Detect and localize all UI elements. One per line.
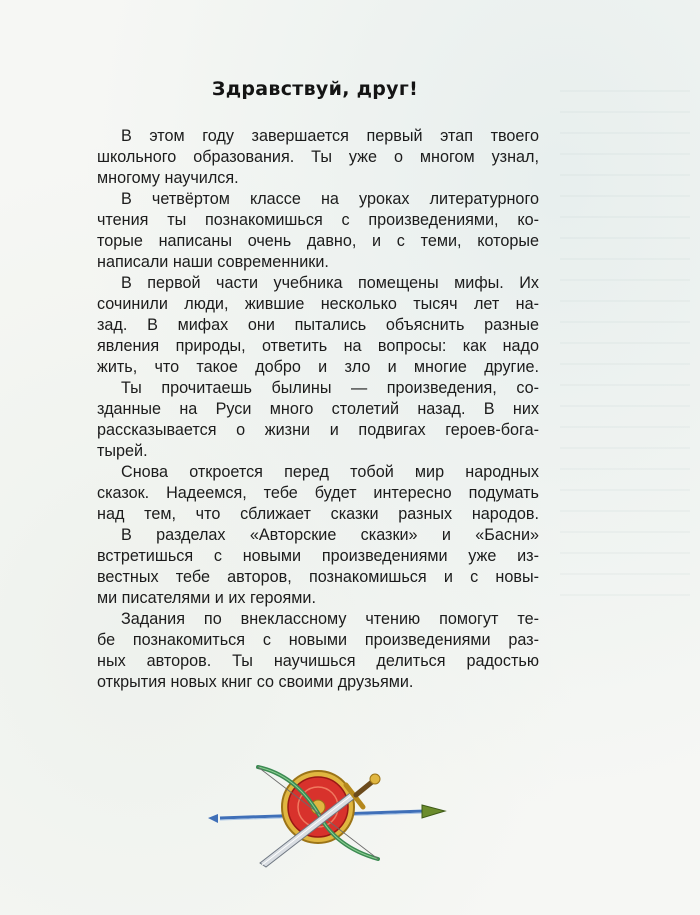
text-line: чтения ты познакомишься с произведениями, ко- [97,211,539,229]
text-line: Ты прочитаешь былины — произведения, со- [121,379,539,397]
text-line: написали наши современники. [97,253,329,271]
show-through-texture [560,90,690,610]
text-line: Задания по внеклассному чтению помогут те- [121,610,539,628]
text-line: В четвёртом классе на уроках литературного [121,190,539,208]
text-line: В разделах «Авторские сказки» и «Басни» [121,526,539,544]
text-line: явления природы, ответить на вопросы: как надо [97,337,539,355]
text-line: сказок. Надеемся, тебе будет интересно подумать [97,484,539,502]
text-line: школьного образования. Ты уже о многом узнал, [97,148,539,166]
text-line: встретишься с новыми произведениями уже из- [97,547,539,565]
shield-sword-emblem [200,755,460,875]
text-line: зад. В мифах они пытались объяснить разные [97,316,539,334]
text-line: зданные на Руси много столетий назад. В них [97,400,539,418]
page-title: Здравствуй, друг! [211,78,419,100]
text-line: рассказывается о жизни и подвигах героев-бога- [97,421,539,439]
text-line: Снова откроется перед тобой мир народных [121,463,539,481]
text-line: жить, что такое добро и зло и многие другие. [97,358,539,376]
text-line: торые написаны очень давно, и с теми, которые [97,232,539,250]
text-line: многому научился. [97,169,239,187]
text-line: ми писателями и их героями. [97,589,316,607]
text-line: над тем, что сближает сказки разных народов. [97,505,539,523]
text-line: сочинили люди, жившие несколько тысяч лет на- [97,295,539,313]
text-line: В первой части учебника помещены мифы. Их [121,274,539,292]
body-text [97,126,539,693]
text-line: тырей. [97,442,148,460]
text-line: бе познакомиться с новыми произведениями раз- [97,631,539,649]
text-line: В этом году завершается первый этап твоего [121,127,539,145]
text-line: ных авторов. Ты научишься делиться радостью [97,652,539,670]
text-line: открытия новых книг со своими друзьями. [97,673,414,691]
text-line: вестных тебе авторов, познакомишься и с новы- [97,568,539,586]
